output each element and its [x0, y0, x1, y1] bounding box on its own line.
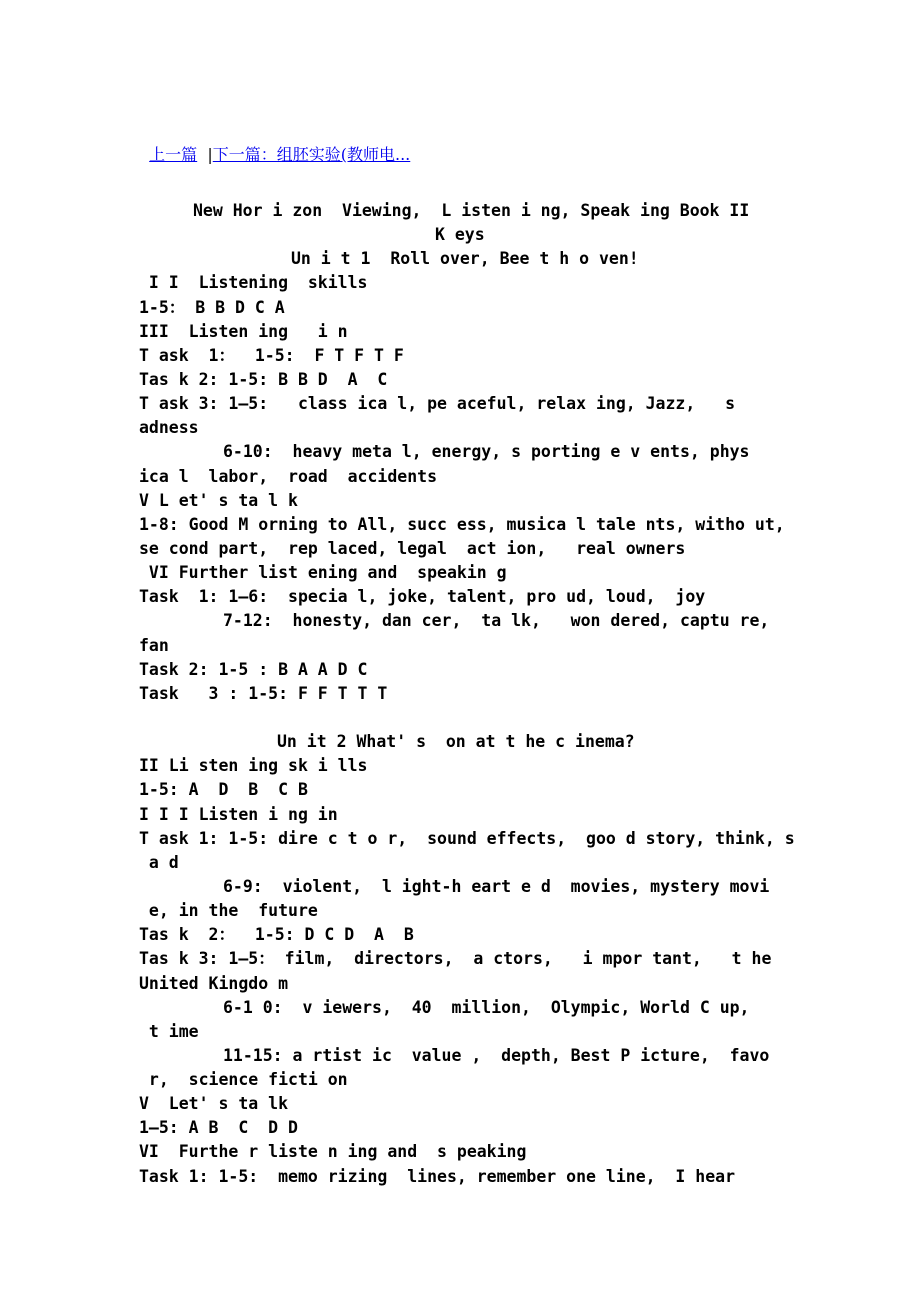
document-line: II Li sten ing sk i lls [139, 756, 368, 776]
document-line: Task 2: 1-5 : B A A D C [139, 659, 368, 679]
document-line: 1-5: A D B C B [139, 780, 308, 800]
nav-separator: | [197, 145, 213, 164]
document-line [139, 706, 799, 730]
document-line: Tas k 3: 1—5： film, directors, a ctors, i mpor tant, t he [139, 949, 772, 969]
document-line: T ask 1: 1-5: dire c t o r, sound effects, goo d story, think, s [139, 828, 795, 848]
document-line: VI Furthe r liste n ing and s peaking [139, 1142, 527, 1162]
document-line: V L et' s ta l k [139, 490, 298, 510]
document-line: Task 1: 1-5: memo rizing lines, remember one line, I hear [139, 1166, 736, 1186]
document-line: I I Listening skills [139, 273, 368, 293]
document-line: Un it 2 What' s on at t he c inema? [277, 732, 635, 752]
document-line: 6-1 0: v iewers, 40 million, Olympic, World C up, [223, 997, 750, 1017]
document-line: T ask 1： 1-5: F T F T F [139, 345, 404, 365]
next-article-link[interactable]: 下一篇：组胚实验(教师电... [212, 145, 411, 164]
document-line: 11-15: a rtist ic value , depth, Best P icture, favo [223, 1045, 770, 1065]
document-line: ica l labor, road accidents [139, 466, 438, 486]
document-line: se cond part, rep laced, legal act ion, real owners [139, 538, 686, 558]
document-line: e, in the future [139, 901, 318, 921]
document-line: United Kingdo m [139, 973, 289, 993]
document-line: Tas k 2： 1-5: D C D A B [139, 925, 414, 945]
document-line: t ime [139, 1021, 199, 1041]
document-line: 6-10: heavy meta l, energy, s porting e v ents, phys [223, 442, 750, 462]
document-line: V Let' s ta lk [139, 1094, 289, 1114]
document-line: Tas k 2: 1-5: B B D A C [139, 369, 388, 389]
article-nav [139, 119, 410, 167]
document-line: III Listen ing i n [139, 321, 348, 341]
document-line: 6-9: violent, l ight-h eart e d movies, mystery movi [223, 876, 770, 896]
document-line: T ask 3: 1—5: class ica l, pe aceful, relax ing, Jazz, s [139, 394, 736, 414]
document-line: 7-12: honesty, dan cer, ta lk, won dered, captu re, [223, 611, 770, 631]
document-line: VI Further list ening and speakin g [139, 563, 507, 583]
document-line: New Hor i zon Viewing, L isten i ng, Speak ing Book II [193, 201, 750, 220]
document-line: 1-8: Good M orning to All, succ ess, musica l tale nts, witho ut, [139, 514, 785, 534]
document-line: Task 1: 1—6: specia l, joke, talent, pro ud, loud, joy [139, 587, 706, 607]
document-line: Un i t 1 Roll over, Bee t h o ven! [291, 249, 639, 269]
document-line: I I I Listen i ng in [139, 804, 338, 824]
document-line: K eys [435, 225, 485, 245]
document-line: 1-5： B B D C A [139, 297, 285, 317]
answer-key-document [139, 199, 799, 1189]
document-line: r, science ficti on [139, 1070, 348, 1090]
prev-article-link[interactable]: 上一篇 [149, 145, 198, 164]
document-line: 1—5: A B C D D [139, 1118, 298, 1138]
document-line: fan [139, 635, 169, 655]
document-line: Task 3 : 1-5: F F T T T [139, 683, 388, 703]
document-line: a d [139, 852, 179, 872]
document-line: adness [139, 418, 199, 438]
